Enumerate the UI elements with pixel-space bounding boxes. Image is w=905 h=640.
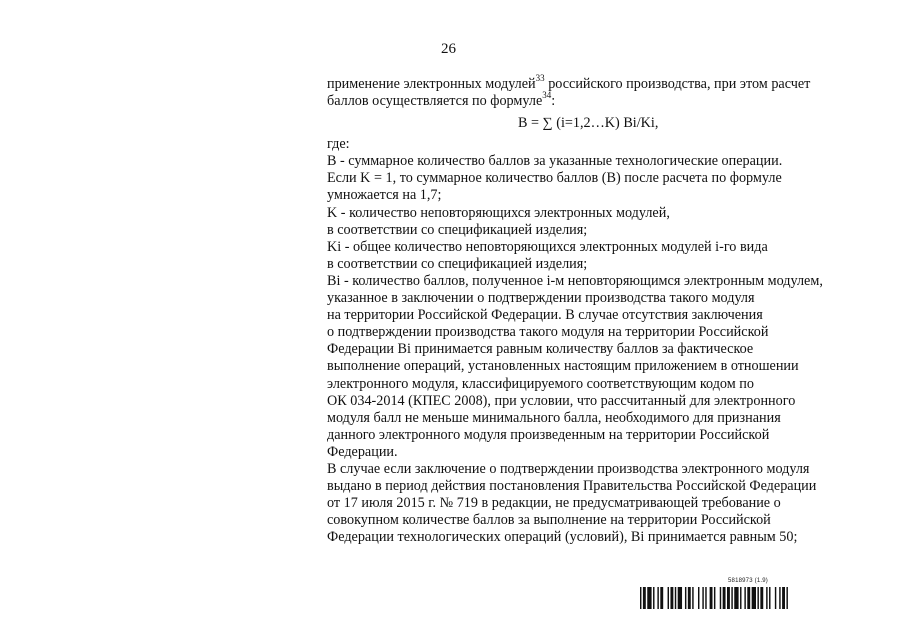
- formula: B = ∑ (i=1,2…K) Bi/Ki,: [518, 115, 659, 132]
- text-line: Федерации.: [327, 443, 398, 460]
- text-line: умножается на 1,7;: [327, 187, 442, 204]
- barcode-bar: [640, 587, 641, 609]
- barcode-bar: [752, 587, 756, 609]
- text-line: где:: [327, 136, 350, 153]
- document-body: [327, 73, 867, 546]
- barcode-bar: [744, 587, 745, 609]
- text-line: В случае если заключение о подтверждении производства электронного модуля: [327, 460, 810, 477]
- barcode-bar: [702, 587, 703, 609]
- page-number: 26: [441, 41, 456, 57]
- text-line: данного электронного модуля произведенным на территории Российской: [327, 426, 770, 443]
- footnote-ref-33[interactable]: 33: [535, 73, 545, 84]
- barcode-bar: [678, 587, 682, 609]
- text-line: Bi - количество баллов, полученное i-м неповторяющимся электронным модулем,: [327, 272, 823, 289]
- barcode-bar: [766, 587, 767, 609]
- barcode-label: 5818973 (1.9): [728, 578, 768, 584]
- barcode-bar: [698, 587, 699, 609]
- text-line: Федерации технологических операций (условий), Bi принимается равным 50;: [327, 529, 798, 546]
- barcode-bar: [727, 587, 730, 609]
- text-line: модуля балл не меньше минимального балла, необходимого для признания: [327, 409, 781, 426]
- barcode-bar: [734, 587, 738, 609]
- text-line: в соответствии со спецификацией изделия;: [327, 255, 588, 272]
- barcode-bar: [688, 587, 691, 609]
- text-line: Ki - общее количество неповторяющихся электронных модулей i-го вида: [327, 238, 768, 255]
- barcode-bar: [757, 587, 758, 609]
- barcode: [640, 578, 860, 614]
- barcode-bar: [710, 587, 713, 609]
- barcode-bar: [747, 587, 750, 609]
- barcode-bar: [760, 587, 763, 609]
- text-line: выполнение операций, установленных настоящим приложением в отношении: [327, 358, 799, 375]
- barcode-bar: [670, 587, 673, 609]
- barcode-bar: [786, 587, 787, 609]
- text-line: на территории Российской Федерации. В случае отсутствия заключения: [327, 307, 763, 324]
- text-line: ОК 034-2014 (КПЕС 2008), при условии, что рассчитанный для электронного: [327, 392, 796, 409]
- barcode-bar: [782, 587, 785, 609]
- barcode-bar: [779, 587, 780, 609]
- barcode-bar: [647, 587, 651, 609]
- text-line: указанное в заключении о подтверждении производства такого модуля: [327, 290, 755, 307]
- barcode-bar: [675, 587, 676, 609]
- barcode-bar: [769, 587, 770, 609]
- barcode-bar: [705, 587, 706, 609]
- text-fragment: применение электронных модулей: [327, 76, 536, 92]
- text-line: [327, 73, 867, 93]
- text-fragment: баллов осуществляется по формуле: [327, 93, 543, 110]
- text-line: о подтверждении производства такого модуля на территории Российской: [327, 324, 769, 341]
- barcode-bar: [668, 587, 669, 609]
- text-fragment: :: [551, 93, 556, 110]
- footnote-ref-34[interactable]: 34: [542, 90, 552, 101]
- text-line: совокупном количестве баллов за выполнение на территории Российской: [327, 512, 771, 529]
- text-line: электронного модуля, классифицируемого соответствующим кодом по: [327, 375, 754, 392]
- barcode-bar: [685, 587, 686, 609]
- barcode-bar: [714, 587, 715, 609]
- text-line: от 17 июля 2015 г. № 719 в редакции, не предусматривающей требование о: [327, 495, 781, 512]
- barcode-bar: [653, 587, 654, 609]
- text-line: B - суммарное количество баллов за указанные технологические операции.: [327, 153, 783, 170]
- barcode-bar: [692, 587, 693, 609]
- text-line: выдано в период действия постановления Правительства Российской Федерации: [327, 478, 817, 495]
- barcode-bar: [723, 587, 726, 609]
- barcode-bar: [660, 587, 663, 609]
- barcode-bar: [740, 587, 741, 609]
- text-line: [327, 90, 867, 110]
- barcode-bar: [731, 587, 732, 609]
- barcode-bar: [657, 587, 658, 609]
- text-line: в соответствии со спецификацией изделия;: [327, 221, 588, 238]
- barcode-bar: [720, 587, 721, 609]
- text-fragment: российского производства, при этом расчет: [544, 76, 811, 92]
- barcode-icon: [640, 587, 860, 609]
- text-line: Если K = 1, то суммарное количество баллов (B) после расчета по формуле: [327, 170, 782, 187]
- text-line: Федерации Bi принимается равным количеству баллов за фактическое: [327, 341, 754, 358]
- barcode-bar: [643, 587, 646, 609]
- barcode-bar: [775, 587, 776, 609]
- text-line: K - количество неповторяющихся электронных модулей,: [327, 204, 670, 221]
